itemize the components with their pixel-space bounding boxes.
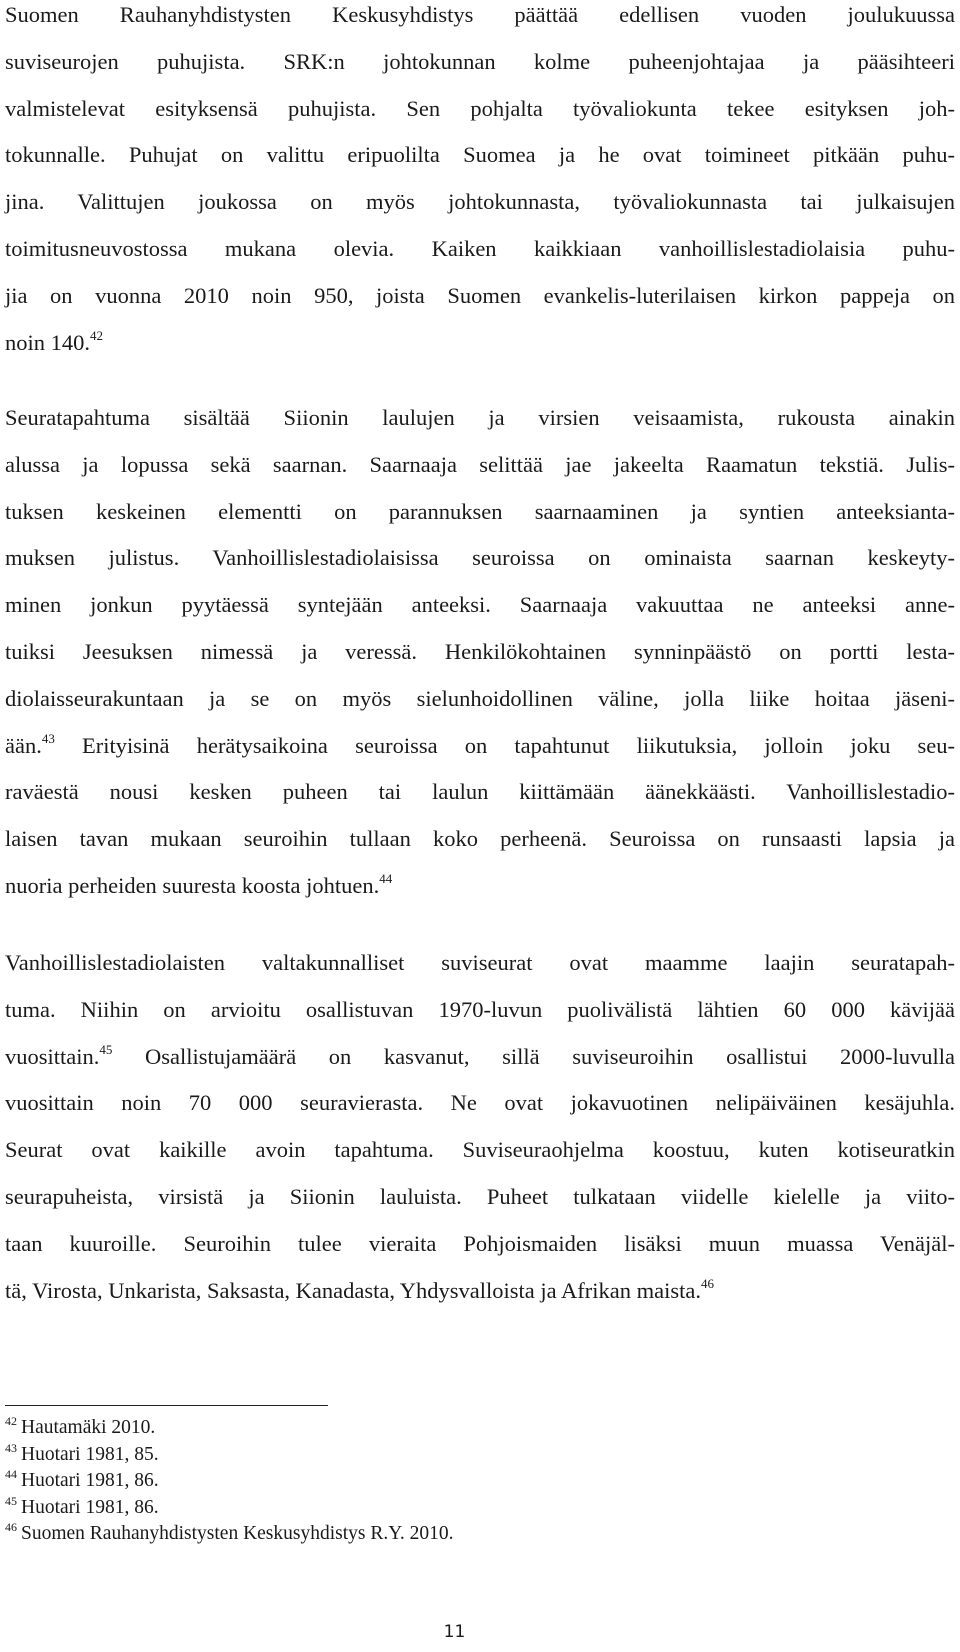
footnote-ref: 42 — [90, 327, 104, 343]
footnote — [5, 1416, 453, 1443]
text-run: vuosittain. — [5, 1043, 100, 1069]
text-line: minen jonkun pyytäessä syntejään anteeksi. Saarnaaja vakuuttaa ne anteeksi anne- — [5, 592, 955, 618]
text-line: tuksen keskeinen elementti on parannuksen saarnaaminen ja syntien anteeksianta- — [5, 498, 955, 524]
text-line — [5, 1042, 955, 1089]
paragraph-summer-gatherings — [5, 948, 955, 1322]
text-line: tuma. Niihin on arvioitu osallistuvan 1970-luvun puolivälistä lähtien 60 000 kävijää — [5, 996, 955, 1022]
text-line: laisen tavan mukaan seuroihin tullaan koko perheenä. Seuroissa on runsaasti lapsia ja — [5, 826, 955, 852]
footnote-ref: 46 — [700, 1275, 714, 1291]
text-line: jina. Valittujen joukossa on myös johtokunnasta, työvaliokunnasta tai julkaisujen — [5, 189, 955, 215]
text-run: Osallistujamäärä on kasvanut, sillä suviseuroihin osallistui 2000-luvulla — [112, 1043, 955, 1069]
footnote-text: Huotari 1981, 86. — [21, 1496, 159, 1518]
footnote — [5, 1522, 453, 1549]
text-line: jia on vuonna 2010 noin 950, joista Suomen evankelis-luterilaisen kirkon pappeja on — [5, 282, 955, 308]
footnote-text: Suomen Rauhanyhdistysten Keskusyhdistys R.Y. 2010. — [21, 1523, 454, 1545]
text-line: toimitusneuvostossa mukana olevia. Kaiken kaikkiaan vanhoillislestadiolaisia puhu- — [5, 235, 955, 261]
text-line — [5, 731, 955, 778]
text-line: tuiksi Jeesuksen nimessä ja veressä. Henkilökohtainen synninpäästö on portti lesta- — [5, 638, 955, 664]
footnote-text: Huotari 1981, 86. — [21, 1470, 159, 1492]
footnote-number: 43 — [5, 1440, 17, 1455]
text-run: tä, Virosta, Unkarista, Saksasta, Kanadasta, Yhdysvalloista ja Afrikan maista. — [5, 1277, 701, 1303]
text-line — [5, 328, 955, 375]
footnote-number: 44 — [5, 1467, 17, 1482]
text-line: Vanhoillislestadiolaisten valtakunnalliset suviseurat ovat maamme laajin seuratapah- — [5, 950, 955, 975]
page-number: 11 — [443, 1622, 466, 1642]
footnote-number: 42 — [5, 1414, 17, 1428]
footnote-text: Huotari 1981, 85. — [21, 1443, 159, 1465]
text-line: tokunnalle. Puhujat on valittu eripuolilta Suomea ja he ovat toimineet pitkään puhu- — [5, 142, 955, 168]
text-line: suviseurojen puhujista. SRK:n johtokunnan kolme puheenjohtajaa ja pääsihteeri — [5, 48, 955, 74]
text-line — [5, 871, 955, 918]
text-line: Seuratapahtuma sisältää Siionin laulujen ja virsien veisaamista, rukousta ainakin — [5, 405, 955, 430]
paragraph-event-content — [5, 403, 955, 918]
text-line: raväestä nousi kesken puheen tai laulun kiittämään äänekkäästi. Vanhoillislestadio- — [5, 779, 955, 805]
footnote-ref: 44 — [379, 870, 393, 886]
footnote — [5, 1469, 453, 1496]
text-line: vuosittain noin 70 000 seuravierasta. Ne ovat jokavuotinen nelipäiväinen kesäjuhla. — [5, 1090, 955, 1116]
footnote — [5, 1493, 453, 1523]
footnote-ref: 45 — [99, 1041, 113, 1057]
text-run: ään. — [5, 732, 42, 758]
text-line: valmistelevat esityksensä puhujista. Sen pohjalta työvaliokunta tekee esityksen joh- — [5, 95, 955, 121]
text-line: seurapuheista, virsistä ja Siionin lauluista. Puheet tulkataan viidelle kielelle ja viito- — [5, 1183, 955, 1209]
footnotes — [5, 1416, 453, 1549]
paragraph-speakers — [5, 0, 955, 374]
text-line: diolaisseurakuntaan ja se on myös sielunhoidollinen väline, jolla liike hoitaa jäseni- — [5, 685, 955, 711]
footnote-ref: 43 — [41, 730, 55, 746]
text-line: muksen julistus. Vanhoillislestadiolaisissa seuroissa on ominaista saarnan keskeyty- — [5, 545, 955, 571]
text-run: Erityisinä herätysaikoina seuroissa on tapahtunut liikutuksia, jolloin joku seu- — [54, 732, 955, 758]
footnote-separator — [5, 1405, 328, 1406]
footnote-text: Hautamäki 2010. — [21, 1417, 156, 1438]
text-line: Seurat ovat kaikille avoin tapahtuma. Suviseuraohjelma koostuu, kuten kotiseuratkin — [5, 1137, 955, 1163]
footnote — [5, 1440, 453, 1470]
text-line: taan kuuroille. Seuroihin tulee vieraita Pohjoismaiden lisäksi muun muassa Venäjäl- — [5, 1230, 955, 1256]
text-line — [5, 1276, 955, 1323]
text-line: Suomen Rauhanyhdistysten Keskusyhdistys päättää edellisen vuoden joulukuussa — [5, 2, 955, 27]
text-line: alussa ja lopussa sekä saarnan. Saarnaaja selittää jae jakeelta Raamatun tekstiä. Julis- — [5, 451, 955, 477]
footnote-number: 45 — [5, 1493, 17, 1508]
text-run: nuoria perheiden suuresta koosta johtuen. — [5, 872, 380, 898]
footnote-number: 46 — [5, 1520, 17, 1535]
text-run: noin 140. — [5, 329, 91, 355]
